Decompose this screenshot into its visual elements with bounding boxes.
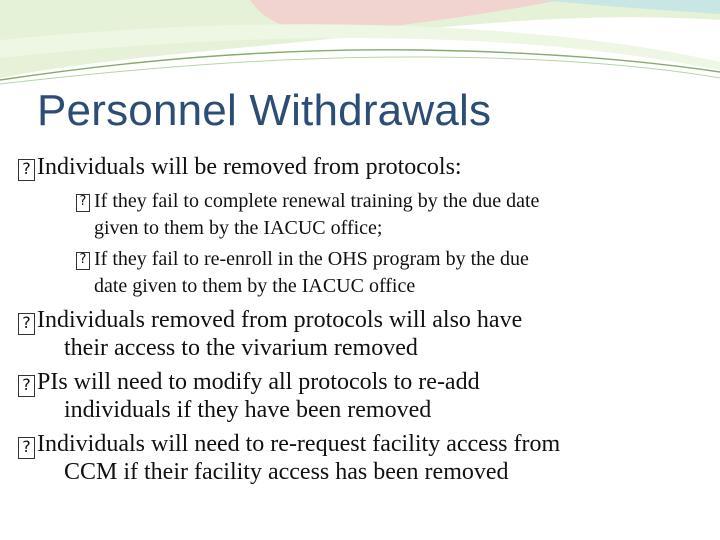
bullet-text: Individuals will be removed from protocols:	[37, 154, 462, 180]
sub-bullet-text: If they fail to re-enroll in the OHS program by the due	[94, 248, 529, 270]
bullet-text: CCM if their facility access has been removed	[64, 459, 509, 485]
sub-bullet-text: date given to them by the IACUC office	[94, 275, 416, 297]
slide-title: Personnel Withdrawals	[37, 86, 492, 135]
missing-glyph-box-icon	[18, 437, 35, 459]
sub-bullet-text: given to them by the IACUC office;	[94, 217, 383, 239]
missing-glyph-box-icon	[18, 313, 35, 335]
bullet-text: Individuals removed from protocols will also have	[37, 307, 523, 333]
missing-glyph-box-icon	[18, 375, 35, 397]
missing-glyph-box-icon	[76, 252, 90, 270]
bullet-text: PIs will need to modify all protocols to re-add	[37, 369, 480, 395]
bullet-text: individuals if they have been removed	[64, 397, 432, 423]
bullet-text: Individuals will need to re-request facility access from	[37, 431, 561, 457]
missing-glyph-box-icon	[18, 159, 35, 181]
bullet-text: their access to the vivarium removed	[64, 335, 418, 361]
sub-bullet-text: If they fail to complete renewal training by the due date	[94, 190, 540, 212]
missing-glyph-box-icon	[76, 194, 90, 212]
